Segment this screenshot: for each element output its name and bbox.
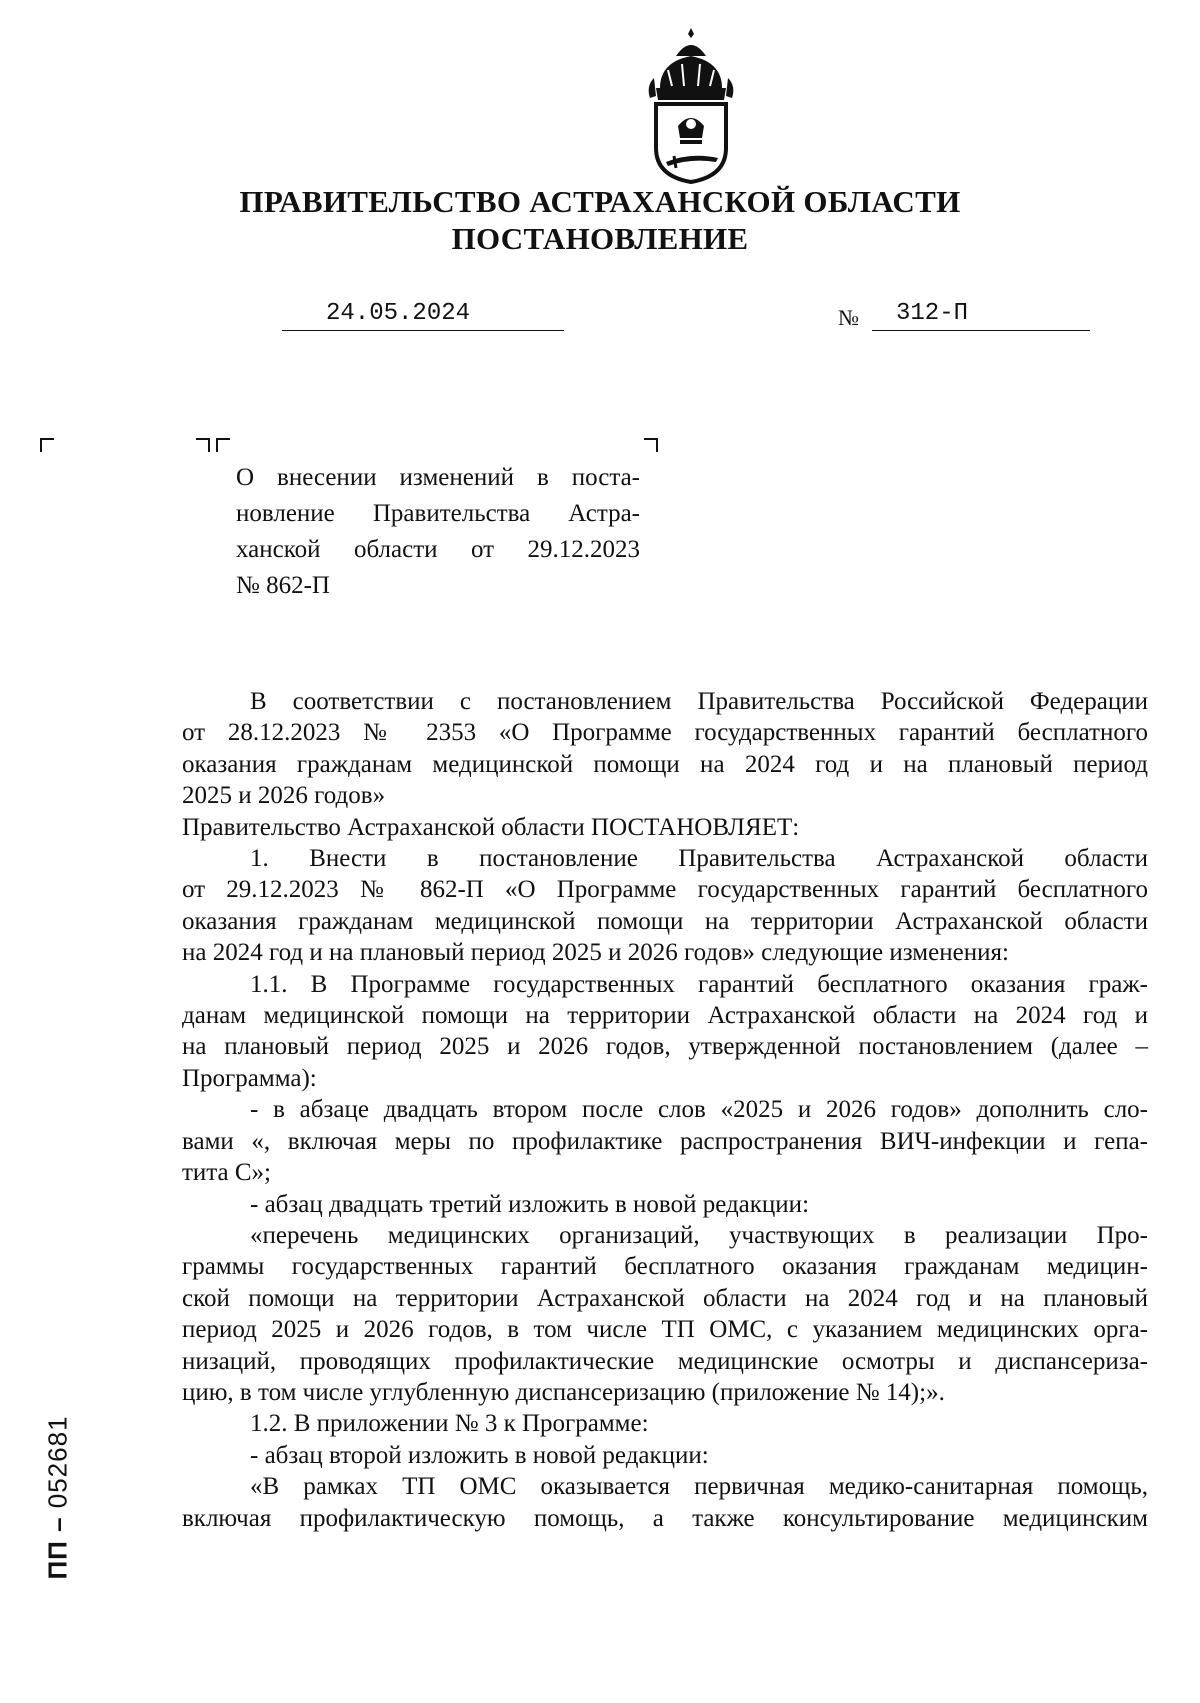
margin-stamp [28,1392,88,1602]
body-line: цию, в том числе углубленную диспансеризацию (приложение № 14);». [182,1378,945,1406]
body-line: ской помощи на территории Астраханской области на 2024 год и на плановый [182,1284,1148,1312]
document-subject [236,460,640,604]
stamp-text [43,1415,74,1579]
body-line: граммы государственных гарантий бесплатного оказания гражданам медицин- [182,1253,1148,1281]
document-body [182,686,1148,1534]
body-line: данам медицинской помощи на территории Астраханской области на 2024 год и [182,1002,1148,1030]
body-line: период 2025 и 2026 годов, в том числе ТП ОМС, с указанием медицинских орга- [182,1316,1148,1344]
subject-line: О внесении изменений в поста- [236,464,640,491]
body-line: от 28.12.2023 № 2353 «О Программе государственных гарантий бесплатного [182,719,1148,747]
body-line: Правительство Астраханской области ПОСТАНОВЛЯЕТ: [182,813,800,841]
corner-mark [216,438,230,452]
corner-mark [644,438,658,452]
body-line: тита С»; [182,1159,272,1187]
body-line: включая профилактическую помощь, а также консультирование медицинским [182,1504,1148,1532]
body-line: В соответствии с постановлением Правительства Российской Федерации [250,688,1148,715]
body-line: - в абзаце двадцать втором после слов «2025 и 2026 годов» дополнить сло- [250,1096,1148,1124]
body-line: на плановый период 2025 и 2026 годов, утвержденной постановлением (далее – [182,1033,1148,1061]
stamp-number: 052681 [42,1414,73,1508]
subject-line: новление Правительства Астра- [236,500,640,527]
number-sign: № [838,305,859,330]
body-line: вами «, включая меры по профилактике распространения ВИЧ-инфекции и гепа- [182,1127,1148,1155]
body-line: на 2024 год и на плановый период 2025 и 2026 годов» следующие изменения: [182,939,1009,967]
corner-mark [40,438,54,452]
body-line: оказания гражданам медицинской помощи на 2024 год и на плановый период [182,750,1148,778]
body-line: - абзац двадцать третий изложить в новой редакции: [250,1190,810,1218]
coat-of-arms-icon [646,26,736,186]
document-type: ПОСТАНОВЛЕНИЕ [451,221,749,256]
date-field [282,300,564,331]
body-line: 2025 и 2026 годов» [182,782,386,810]
body-line: «В рамках ТП ОМС оказывается первичная медико-санитарная помощь, [250,1473,1148,1501]
corner-mark [196,438,210,452]
body-line: оказания гражданам медицинской помощи на территории Астраханской области [182,907,1148,935]
body-line: 1. Внести в постановление Правительства Астраханской области [250,845,1148,873]
body-line: - абзац второй изложить в новой редакции: [250,1441,709,1469]
body-line: «перечень медицинских организаций, участвующих в реализации Про- [250,1221,1148,1249]
body-line: Программа): [182,1064,317,1092]
body-line: 1.1. В Программе государственных гарантий бесплатного оказания граж- [250,970,1148,998]
subject-line: ханской области от 29.12.2023 [236,536,640,563]
stamp-prefix: ПП – [42,1515,73,1580]
body-line: низаций, проводящих профилактические медицинские осмотры и диспансериза- [182,1347,1148,1375]
subject-line: № 862-П [236,572,330,599]
number-field [872,300,1090,331]
document-number: 312-П [896,300,969,327]
body-line: от 29.12.2023 № 862-П «О Программе государственных гарантий бесплатного [182,876,1148,904]
body-line: 1.2. В приложении № 3 к Программе: [250,1410,649,1438]
government-title: ПРАВИТЕЛЬСТВО АСТРАХАНСКОЙ ОБЛАСТИ [239,184,961,219]
document-date: 24.05.2024 [326,300,471,327]
